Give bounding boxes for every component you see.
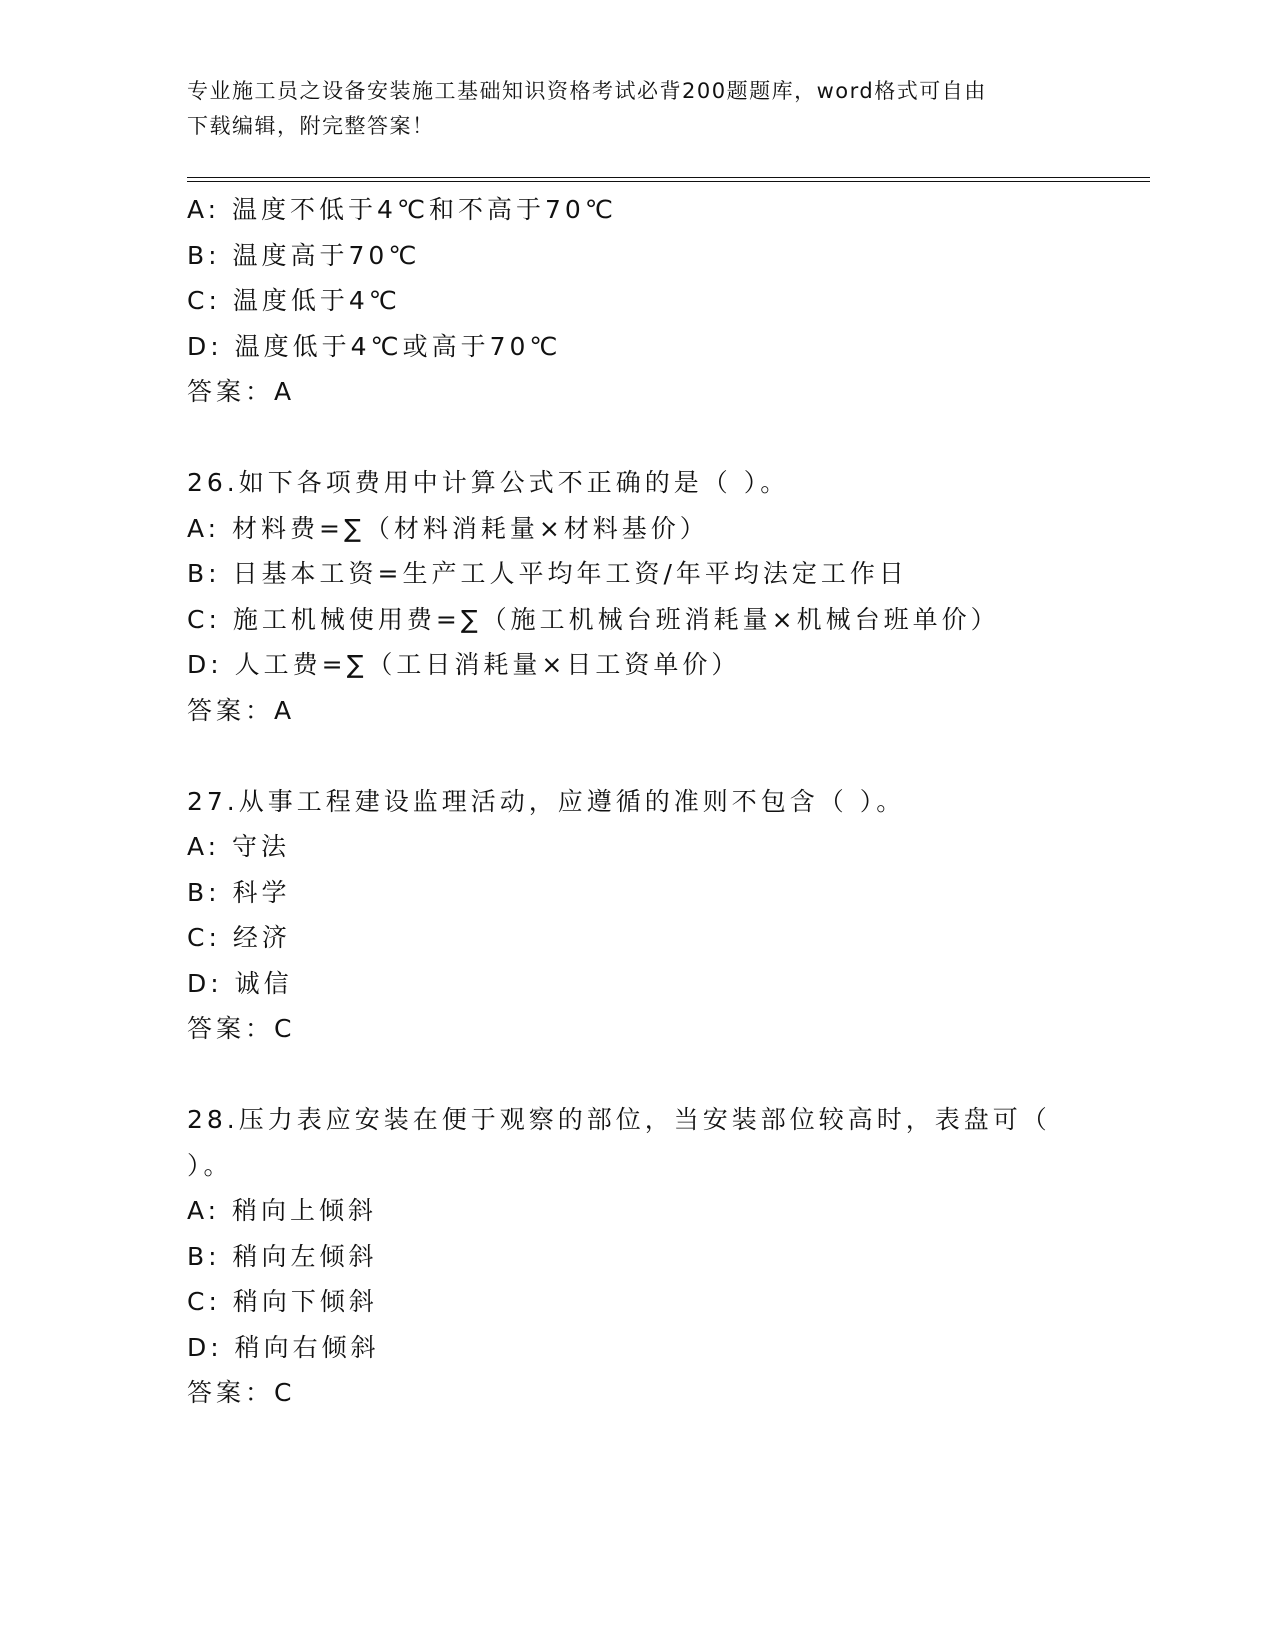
question-spacer bbox=[187, 733, 1087, 779]
header-line-1: 专业施工员之设备安装施工基础知识资格考试必背200题题库，word格式可自由 bbox=[187, 79, 987, 103]
document-header bbox=[187, 74, 1087, 144]
option-a: A: 温度不低于4℃和不高于70℃ bbox=[187, 195, 617, 224]
question-block bbox=[187, 187, 1087, 415]
option-c: C: 温度低于4℃ bbox=[187, 286, 401, 315]
option-a: A: 守法 bbox=[187, 832, 291, 861]
question-stem: 28.压力表应安装在便于观察的部位，当安装部位较高时，表盘可（ bbox=[187, 1105, 1051, 1134]
answer-line: 答案：A bbox=[187, 377, 296, 406]
option-a: A: 材料费=∑（材料消耗量×材料基价） bbox=[187, 513, 709, 543]
question-spacer bbox=[187, 1052, 1087, 1098]
header-line-2: 下载编辑，附完整答案！ bbox=[187, 114, 435, 138]
option-d: D: 诚信 bbox=[187, 968, 293, 998]
option-b: B: 温度高于70℃ bbox=[187, 240, 421, 270]
option-b: B: 科学 bbox=[187, 877, 291, 907]
option-d: D: 人工费=∑（工日消耗量×日工资单价） bbox=[187, 650, 741, 679]
question-stem: 26.如下各项费用中计算公式不正确的是（ ）。 bbox=[187, 468, 790, 497]
option-c: C: 施工机械使用费=∑（施工机械台班消耗量×机械台班单价） bbox=[187, 604, 1000, 634]
header-divider-bottom bbox=[187, 181, 1150, 182]
question-block bbox=[187, 779, 1087, 1052]
answer-line: 答案：C bbox=[187, 1014, 296, 1043]
question-spacer bbox=[187, 415, 1087, 461]
answer-line: 答案：A bbox=[187, 695, 296, 725]
option-b: B: 稍向左倾斜 bbox=[187, 1241, 378, 1271]
question-block bbox=[187, 460, 1087, 733]
option-c: C: 稍向下倾斜 bbox=[187, 1287, 378, 1316]
option-b: B: 日基本工资=生产工人平均年工资/年平均法定工作日 bbox=[187, 559, 908, 588]
question-block bbox=[187, 1097, 1087, 1416]
option-d: D: 温度低于4℃或高于70℃ bbox=[187, 331, 562, 361]
answer-line: 答案：C bbox=[187, 1378, 296, 1407]
question-stem: 27.从事工程建设监理活动，应遵循的准则不包含（ ）。 bbox=[187, 786, 906, 816]
question-stem-continuation: ）。 bbox=[187, 1150, 233, 1180]
header-divider-top bbox=[187, 177, 1150, 178]
option-c: C: 经济 bbox=[187, 923, 291, 952]
question-list bbox=[187, 187, 1087, 1416]
option-a: A: 稍向上倾斜 bbox=[187, 1196, 378, 1225]
option-d: D: 稍向右倾斜 bbox=[187, 1332, 380, 1362]
